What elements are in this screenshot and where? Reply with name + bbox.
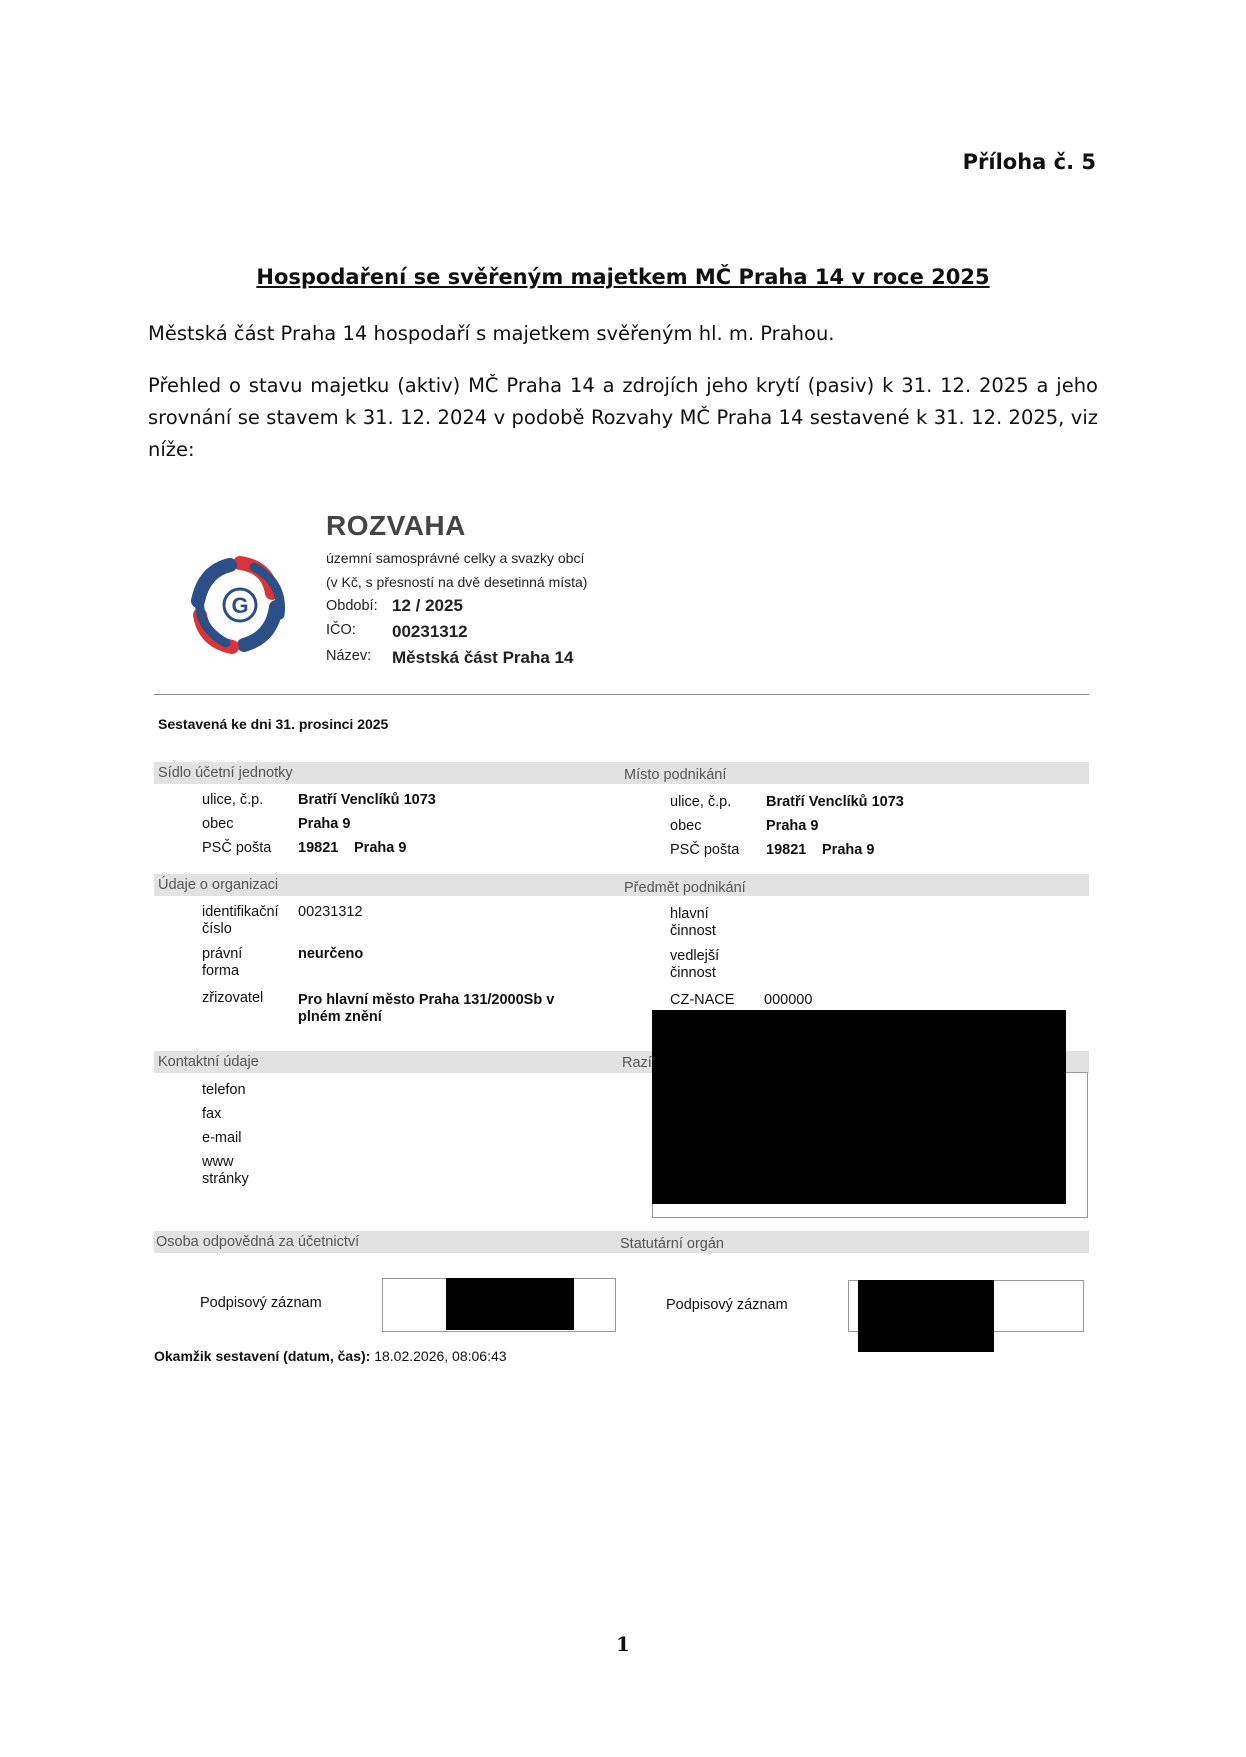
appendix-label: Příloha č. 5 (962, 150, 1096, 174)
ico-label: IČO: (326, 622, 356, 638)
org-legal-label: právní forma (202, 946, 243, 979)
document-title: Hospodaření se svěřeným majetkem MČ Praha 14 v roce 2025 (256, 265, 990, 289)
contact-email-label: e-mail (202, 1130, 242, 1146)
org-id-label: identifikační číslo (202, 904, 279, 937)
header-divider (154, 694, 1089, 695)
statutory-heading: Statutární orgán (620, 1236, 724, 1252)
compilation-timestamp: Okamžik sestavení (datum, čas): 18.02.2026, 08:06:43 (154, 1348, 507, 1364)
bp-city-label: obec (670, 818, 702, 834)
org-legal-value: neurčeno (298, 946, 364, 962)
business-place-heading: Místo podnikání (624, 767, 727, 783)
form-subtitle-1: územní samosprávné celky a svazky obcí (326, 550, 585, 566)
organization-band (154, 874, 1089, 896)
intro-paragraph: Městská část Praha 14 hospodaří s majetkem svěřeným hl. m. Prahou. (148, 322, 835, 345)
bs-nace-value: 000000 (764, 992, 813, 1008)
contact-www-label: www stránky (202, 1154, 249, 1187)
bp-zip-label: PSČ pošta (670, 842, 740, 858)
form-subtitle-2: (v Kč, s přesností na dvě desetinná místa) (326, 574, 588, 590)
period-label: Období: (326, 598, 378, 614)
organization-heading: Údaje o organizaci (158, 877, 279, 893)
seat-city-value: Praha 9 (298, 816, 351, 832)
business-subject-heading: Předmět podnikání (624, 880, 746, 896)
bp-city-value: Praha 9 (766, 818, 819, 834)
stamp-heading: Razí (622, 1055, 652, 1071)
bp-zip-value: 19821 (766, 842, 807, 858)
bp-street-label: ulice, č.p. (670, 794, 732, 810)
balance-sheet-form (150, 500, 1100, 1370)
bs-side-label: vedlejší činnost (670, 948, 720, 981)
statutory-signature-label: Podpisový záznam (666, 1297, 788, 1313)
org-id-value: 00231312 (298, 904, 363, 920)
accountant-heading: Osoba odpovědná za účetnictví (156, 1234, 360, 1250)
logo-letter: G (231, 593, 249, 618)
seat-post-value: Praha 9 (354, 840, 407, 856)
seat-street-value: Bratří Venclíků 1073 (298, 792, 436, 808)
seat-band (154, 762, 1089, 784)
seat-zip-label: PSČ pošta (202, 840, 272, 856)
ico-value: 00231312 (392, 622, 468, 641)
seat-street-label: ulice, č.p. (202, 792, 264, 808)
contact-fax-label: fax (202, 1106, 222, 1122)
seat-city-label: obec (202, 816, 234, 832)
overview-paragraph: Přehled o stavu majetku (aktiv) MČ Praha 14 a zdrojích jeho krytí (pasiv) k 31. 12. 2025 a jeho srovnání se stavem k 31. 12. 2024 v podobě Rozvahy MČ Praha 14 sestavené k 31. 12. 2025, viz níže: (148, 374, 1098, 461)
org-founder-label: zřizovatel (202, 990, 264, 1006)
stamp-redaction (652, 1010, 1066, 1204)
page-number: 1 (616, 1632, 630, 1656)
bs-main-label: hlavní činnost (670, 906, 716, 939)
bp-street-value: Bratří Venclíků 1073 (766, 794, 904, 810)
bs-nace-label: CZ-NACE (670, 992, 735, 1008)
gordic-logo-icon (180, 545, 300, 665)
form-title: ROZVAHA (326, 510, 466, 541)
bp-post-value: Praha 9 (822, 842, 875, 858)
seat-heading: Sídlo účetní jednotky (158, 765, 293, 781)
name-value: Městská část Praha 14 (392, 648, 574, 667)
period-value: 12 / 2025 (392, 596, 463, 615)
seat-zip-value: 19821 (298, 840, 339, 856)
accountant-signature-redaction (446, 1278, 574, 1330)
name-label: Název: (326, 648, 372, 664)
contact-heading: Kontaktní údaje (158, 1054, 259, 1070)
statutory-signature-redaction (858, 1280, 994, 1352)
contact-phone-label: telefon (202, 1082, 246, 1098)
accountant-signature-label: Podpisový záznam (200, 1295, 322, 1311)
org-founder-value: Pro hlavní město Praha 131/2000Sb v plném znění (298, 992, 555, 1025)
compiled-date: Sestavená ke dni 31. prosinci 2025 (158, 716, 389, 732)
